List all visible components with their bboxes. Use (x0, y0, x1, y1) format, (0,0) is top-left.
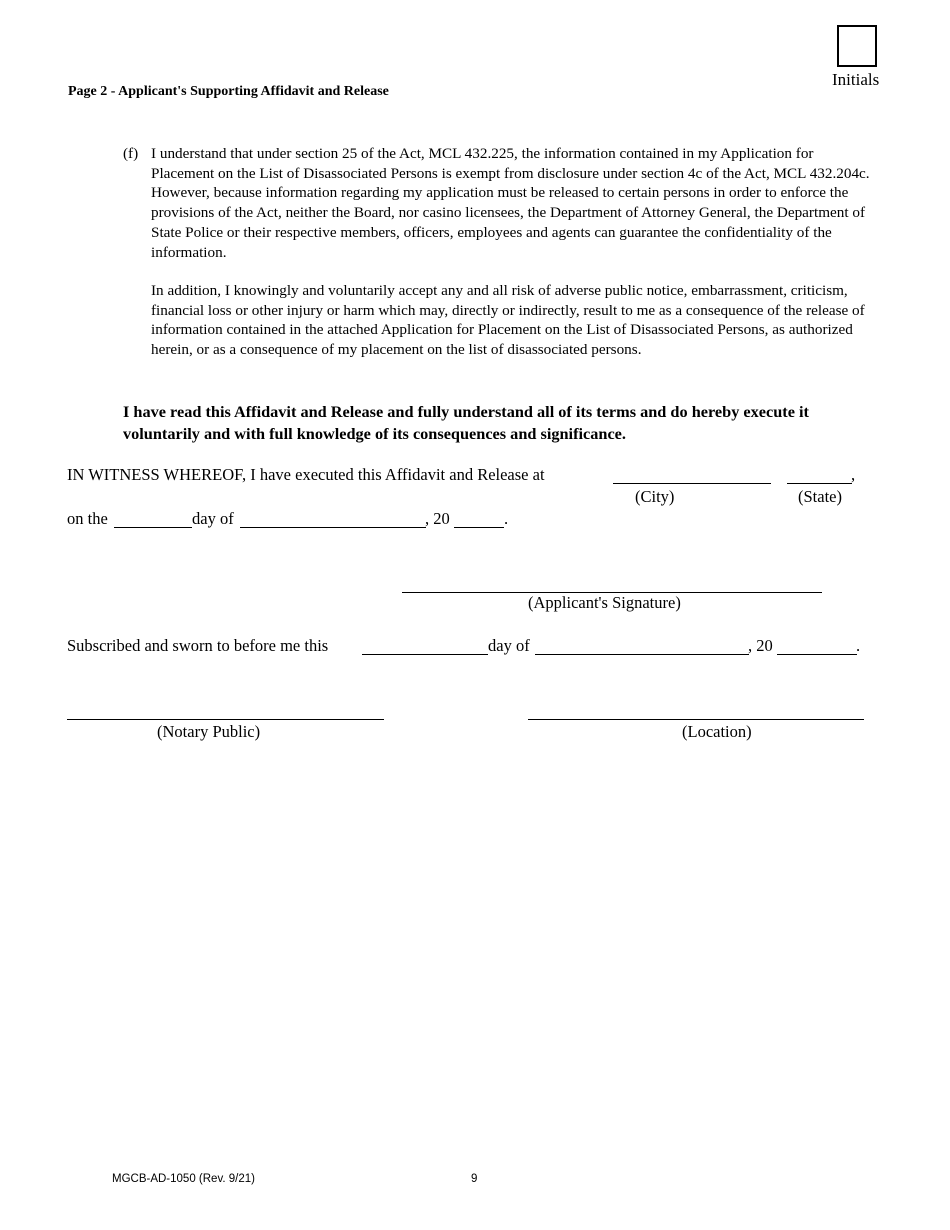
witness-comma: , (851, 465, 856, 484)
sworn-day-of-label: day of (488, 636, 530, 655)
city-caption: (City) (635, 487, 675, 506)
witness-intro: IN WITNESS WHEREOF, I have executed this Affidavit and Release at (67, 465, 545, 484)
state-field[interactable] (787, 483, 852, 484)
sworn-month-field[interactable] (535, 654, 749, 655)
page-number: 9 (471, 1173, 478, 1185)
item-f-paragraph: I understand that under section 25 of the Act, MCL 432.225, the information contained in my Application for Placement on the List of Disassociated Persons is exempt from disclosure under section 4c of the Act, MCL 432.204c. However, because information regarding my application must be released to certain persons in order to enforce the provisions of the Act, neither the Board, nor casino licensees, the Department of Attorney General, the Department of State Police or their respective members, officers, employees and agents can guarantee the confidentiality of the information. (151, 145, 870, 261)
witness-day-of-label: day of (192, 509, 234, 528)
on-the-label: on the (67, 509, 108, 528)
witness-line (67, 465, 545, 485)
witness-year-field[interactable] (454, 527, 504, 528)
witness-month-field[interactable] (240, 527, 426, 528)
city-field[interactable] (613, 483, 771, 484)
sworn-day-field[interactable] (362, 654, 488, 655)
sworn-label: Subscribed and sworn to before me this (67, 636, 329, 655)
state-caption: (State) (798, 487, 842, 506)
initials-label: Initials (832, 70, 880, 89)
page-title: Page 2 - Applicant's Supporting Affidavit and Release (68, 84, 389, 99)
acknowledgement-statement: I have read this Affidavit and Release and fully understand all of its terms and do hereby execute it voluntarily and with full knowledge of its consequences and significance. (123, 402, 809, 443)
witness-year-prefix: , 20 (425, 509, 450, 528)
sworn-period: . (856, 636, 861, 655)
form-id: MGCB-AD-1050 (Rev. 9/21) (112, 1173, 255, 1185)
location-caption: (Location) (682, 722, 752, 741)
notary-caption: (Notary Public) (157, 722, 261, 741)
addition-paragraph: In addition, I knowingly and voluntarily accept any and all risk of adverse public notice, embarrassment, criticism, financial loss or other injury or harm which may, directly or indirectly, result to me as a consequence of the release of information contained in the attached Application for Placement on the List of Disassociated Persons, as authorized herein, or as a consequence of my placement on the list of disassociated persons. (151, 282, 865, 359)
initials-box[interactable] (837, 25, 877, 67)
location-field[interactable] (528, 719, 864, 720)
witness-day-field[interactable] (114, 527, 192, 528)
applicant-signature-caption: (Applicant's Signature) (528, 593, 681, 612)
notary-signature-field[interactable] (67, 719, 384, 720)
sworn-year-prefix: , 20 (748, 636, 773, 655)
sworn-year-field[interactable] (777, 654, 857, 655)
witness-period: . (504, 509, 509, 528)
item-f-label: (f) (123, 145, 139, 162)
